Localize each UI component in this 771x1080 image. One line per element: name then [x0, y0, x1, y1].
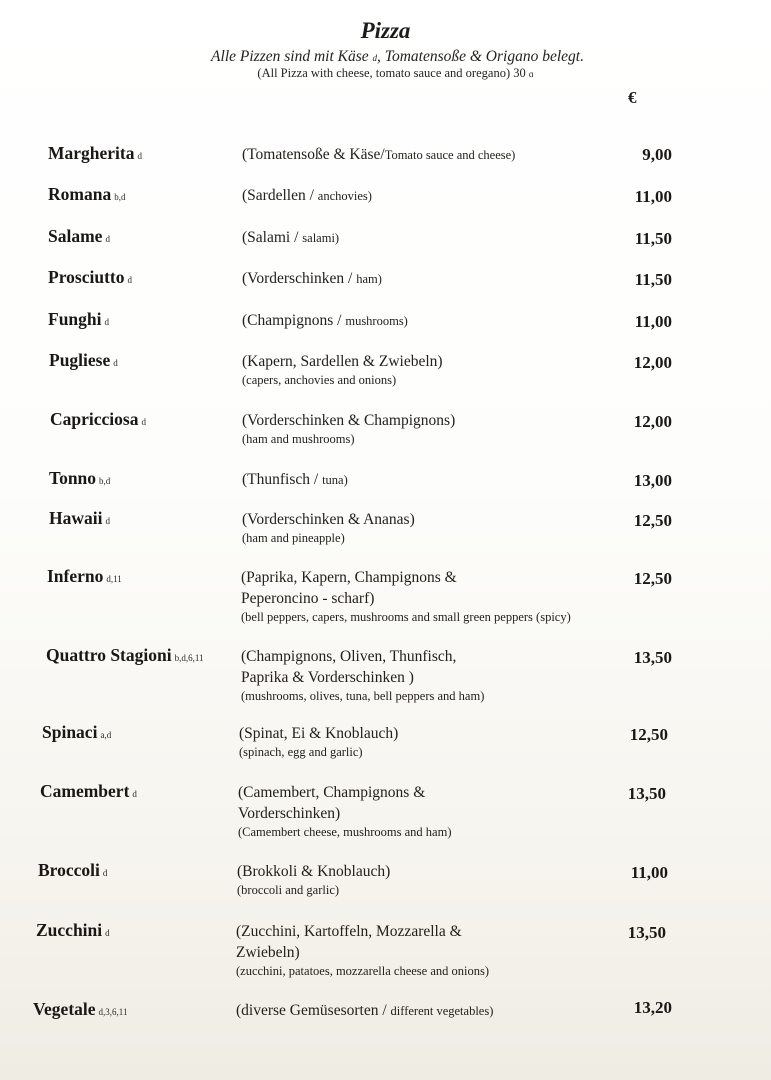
- description-english: (capers, anchovies and onions): [242, 373, 397, 387]
- description-english: (mushrooms, olives, tuna, bell peppers and ham): [241, 689, 485, 703]
- allergen-codes: d: [137, 151, 142, 161]
- description-german-line2: Zwiebeln): [236, 944, 300, 961]
- item-price: 13,50: [627, 923, 666, 942]
- description-english-inline: anchovies): [317, 189, 372, 203]
- item-price: 13,50: [627, 784, 666, 803]
- allergen-codes: d: [105, 928, 110, 938]
- description-english-inline: different vegetables): [390, 1004, 494, 1018]
- item-description: [241, 567, 457, 609]
- description-german: (Salami /: [242, 229, 303, 246]
- item-name-text: Pugliese: [49, 350, 111, 370]
- allergen-codes: d,11: [106, 574, 122, 584]
- item-price: 13,00: [633, 471, 672, 490]
- item-name: [48, 309, 109, 330]
- item-name-text: Zucchini: [36, 920, 103, 940]
- item-name: [49, 468, 110, 489]
- item-description: [242, 227, 339, 249]
- subtitle-english: [0, 66, 771, 81]
- description-english: (broccoli and garlic): [237, 883, 340, 897]
- item-name-text: Quattro Stagioni: [46, 645, 172, 665]
- item-name-text: Spinaci: [42, 722, 98, 742]
- item-name-text: Capricciosa: [50, 409, 139, 429]
- description-german: (Brokkoli & Knoblauch): [237, 863, 391, 880]
- item-price: 11,50: [634, 270, 672, 289]
- subtitle-allergen-code: d: [372, 53, 377, 63]
- item-name-text: Tonno: [49, 468, 97, 488]
- description-german: (Thunfisch /: [242, 471, 323, 488]
- description-english: (bell peppers, capers, mushrooms and small green peppers (spicy): [241, 610, 571, 624]
- description-english-inline: Tomato sauce and cheese): [384, 148, 516, 162]
- description-german: (Sardellen /: [242, 187, 318, 204]
- item-name-text: Vegetale: [33, 999, 96, 1019]
- item-name-text: Inferno: [47, 566, 104, 586]
- item-name: [48, 143, 142, 164]
- description-english-inline: salami): [302, 231, 340, 245]
- item-name: [49, 350, 118, 371]
- description-german: (Champignons /: [242, 312, 346, 329]
- item-price: 12,50: [633, 569, 672, 588]
- item-description: [239, 723, 398, 744]
- item-description: [242, 351, 443, 372]
- item-name: [50, 409, 146, 430]
- item-name-text: Prosciutto: [48, 267, 125, 287]
- description-german: (Paprika, Kapern, Champignons &: [241, 569, 457, 586]
- subtitle-german-text-2: , Tomatensoße & Origano belegt.: [377, 48, 584, 65]
- item-description: [236, 921, 462, 963]
- item-name-text: Camembert: [40, 781, 130, 801]
- item-name: [38, 860, 107, 881]
- description-german-line2: Paprika & Vorderschinken ): [241, 669, 414, 686]
- subtitle-german: [0, 48, 771, 66]
- item-price: 9,00: [642, 145, 672, 164]
- item-name-text: Romana: [48, 184, 112, 204]
- allergen-codes: d: [127, 275, 132, 285]
- item-description: [242, 185, 372, 207]
- item-name: [40, 781, 137, 802]
- subtitle-english-text: (All Pizza with cheese, tomato sauce and oregano) 30: [257, 66, 529, 80]
- item-name: [48, 184, 125, 205]
- item-price: 11,00: [630, 863, 668, 882]
- additive-mark: ɑ: [528, 69, 534, 79]
- allergen-codes: b,d: [114, 192, 126, 202]
- allergen-codes: d: [104, 317, 109, 327]
- item-name-text: Funghi: [48, 309, 102, 329]
- description-german: (Champignons, Oliven, Thunfisch,: [241, 648, 457, 665]
- item-description: [242, 268, 382, 290]
- allergen-codes: a,d: [100, 730, 112, 740]
- allergen-codes: b,d,6,11: [174, 653, 204, 663]
- item-name: [42, 722, 111, 743]
- menu-title: Pizza: [360, 18, 411, 43]
- item-price: 13,50: [633, 648, 672, 667]
- item-description: [237, 861, 390, 882]
- item-name: [48, 226, 110, 247]
- item-description: [242, 144, 515, 166]
- item-price: 12,00: [633, 412, 672, 431]
- item-description: [242, 410, 455, 431]
- description-german-line2: Peperoncino - scharf): [241, 590, 375, 607]
- item-price: 11,00: [634, 312, 672, 331]
- description-german: (Camembert, Champignons &: [238, 784, 426, 801]
- description-german: (Vorderschinken /: [242, 270, 357, 287]
- description-german: (Tomatensoße & Käse/: [242, 146, 385, 163]
- description-english: (spinach, egg and garlic): [239, 745, 363, 759]
- description-german: (diverse Gemüsesorten /: [236, 1002, 391, 1019]
- item-price: 11,50: [634, 229, 672, 248]
- item-name-text: Margherita: [48, 143, 135, 163]
- item-description: [238, 782, 425, 824]
- description-german: (Vorderschinken & Ananas): [242, 511, 415, 528]
- description-english-inline: tuna): [322, 473, 348, 487]
- item-price: 12,00: [633, 353, 672, 372]
- allergen-codes: b,d: [99, 476, 111, 486]
- item-description: [242, 310, 408, 332]
- item-name: [48, 267, 132, 288]
- allergen-codes: d: [102, 868, 108, 878]
- allergen-codes: d: [105, 234, 110, 244]
- description-english: (ham and mushrooms): [242, 432, 355, 446]
- item-name-text: Salame: [48, 226, 103, 246]
- allergen-codes: d: [105, 516, 110, 526]
- item-price: 11,00: [634, 187, 672, 206]
- item-description: [242, 469, 348, 491]
- item-description: [241, 646, 456, 688]
- item-name: [47, 566, 122, 587]
- allergen-codes: d: [113, 358, 118, 368]
- item-name-text: Hawaii: [49, 508, 103, 528]
- description-german: (Vorderschinken & Champignons): [242, 412, 456, 429]
- item-description: [236, 1000, 493, 1022]
- item-price: 12,50: [629, 725, 668, 744]
- item-name: [49, 508, 110, 529]
- description-german: (Spinat, Ei & Knoblauch): [239, 725, 399, 742]
- description-english-inline: ham): [356, 272, 382, 286]
- item-price: 12,50: [633, 511, 672, 530]
- description-german: (Zucchini, Kartoffeln, Mozzarella &: [236, 923, 462, 940]
- description-english: (Camembert cheese, mushrooms and ham): [238, 825, 452, 839]
- allergen-codes: d: [132, 789, 137, 799]
- allergen-codes: d: [141, 417, 146, 427]
- description-german-line2: Vorderschinken): [238, 805, 341, 822]
- description-english-inline: mushrooms): [345, 314, 408, 328]
- currency-label: €: [628, 88, 637, 107]
- item-description: [242, 509, 415, 530]
- description-german: (Kapern, Sardellen & Zwiebeln): [242, 353, 443, 370]
- item-name: [36, 920, 110, 941]
- item-name: [33, 999, 127, 1020]
- subtitle-german-text-1: Alle Pizzen sind mit Käse: [211, 48, 373, 65]
- allergen-codes: d,3,6,11: [98, 1007, 128, 1017]
- item-name: [46, 645, 204, 666]
- description-english: (ham and pineapple): [242, 531, 345, 545]
- description-english: (zucchini, patatoes, mozzarella cheese and onions): [236, 964, 490, 978]
- item-price: 13,20: [633, 998, 672, 1017]
- item-name-text: Broccoli: [38, 860, 100, 880]
